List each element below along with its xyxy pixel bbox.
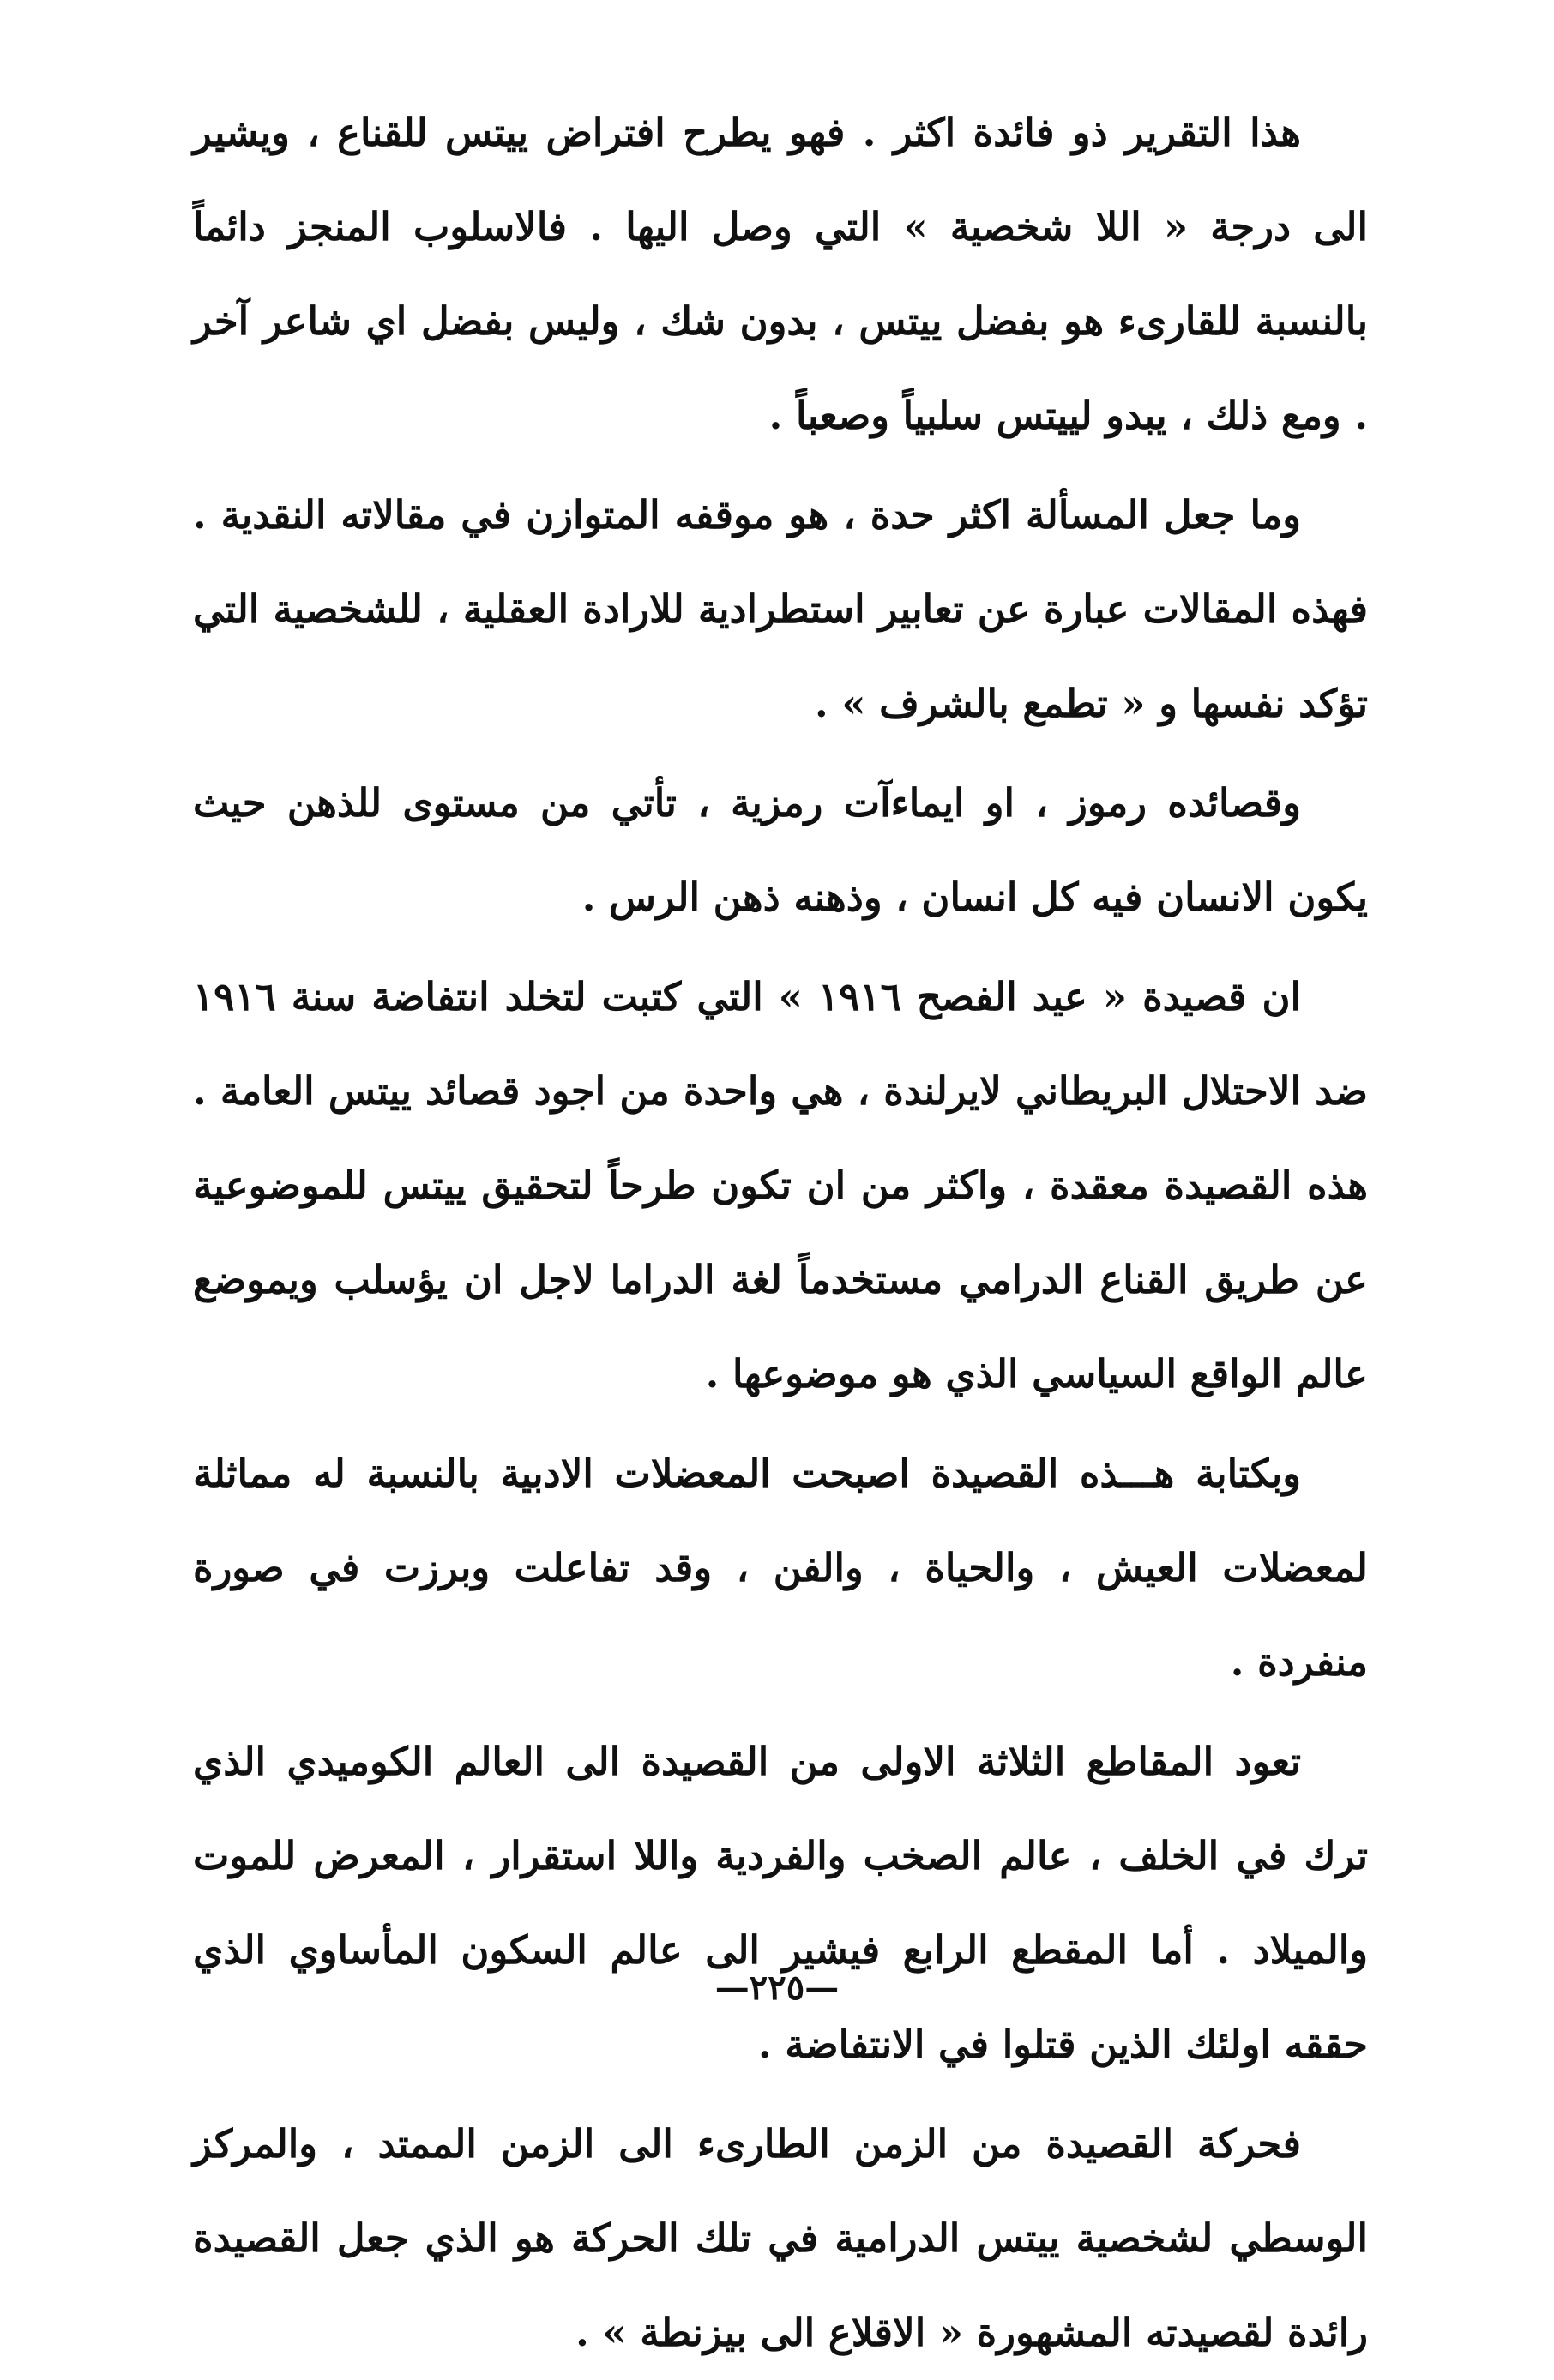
paragraph-poem-stanzas: تعود المقاطع الثلاثة الاولى من القصيدة الى العالم الكوميدي الذي ترك في الخلف ، عالم الصخب والفردية واللا استقرار ، المعرض للموت والميلاد . أما المقطع الرابع فيشير الى عالم السكون المأساوي الذي حققه اولئك الذين قتلوا في الانتفاضة .	[193, 1739, 1368, 2067]
paragraph-yeats-mask-report: هذا التقرير ذو فائدة اكثر . فهو يطرح افتراض ييتس للقناع ، ويشير الى درجة « اللا شخصية » التي وصل اليها . فالاسلوب المنجز دائماً بالنسبة للقارىء هو بفضل ييتس ، بدون شك ، وليس بفضل اي شاعر آخر . ومع ذلك ، يبدو لييتس سلبياً وصعباً .	[193, 110, 1368, 438]
paragraph-byzantium: فحركة القصيدة من الزمن الطارىء الى الزمن الممتد ، والمركز الوسطي لشخصية ييتس الدرامية في تلك الحركة هو الذي جعل القصيدة رائدة لقصيدته المشهورة « الاقلاع الى بيزنطة » .	[193, 2121, 1368, 2355]
page-number: —٢٢٥—	[714, 1968, 840, 2008]
body-text	[193, 86, 1368, 2380]
paragraph-critical-essays: وما جعل المسألة اكثر حدة ، هو موقفه المتوازن في مقالاته النقدية . فهذه المقالات عبارة عن تعابير استطرادية للارادة العقلية ، للشخصية التي تؤكد نفسها و « تطمع بالشرف » .	[193, 492, 1368, 726]
paragraph-easter-1916: ان قصيدة « عيد الفصح ١٩١٦ » التي كتبت لتخلد انتفاضة سنة ١٩١٦ ضد الاحتلال البريطاني لايرلندة ، هي واحدة من اجود قصائد ييتس العامة . هذه القصيدة معقدة ، واكثر من ان تكون طرحاً لتحقيق ييتس للموضوعية عن طريق القناع الدرامي مستخدماً لغة الدراما لاجل ان يؤسلب ويموضع عالم الواقع السياسي الذي هو موضوعها .	[193, 974, 1368, 1397]
paragraph-literary-problems: وبكتابة هـــذه القصيدة اصبحت المعضلات الادبية بالنسبة له مماثلة لمعضلات العيش ، والحياة ، والفن ، وقد تفاعلت وبرزت في صورة منفردة .	[193, 1451, 1368, 1685]
paragraph-symbolic-poems: وقصائده رموز ، او ايماءآت رمزية ، تأتي من مستوى للذهن حيث يكون الانسان فيه كل انسان ، وذهنه ذهن الرس .	[193, 780, 1368, 920]
